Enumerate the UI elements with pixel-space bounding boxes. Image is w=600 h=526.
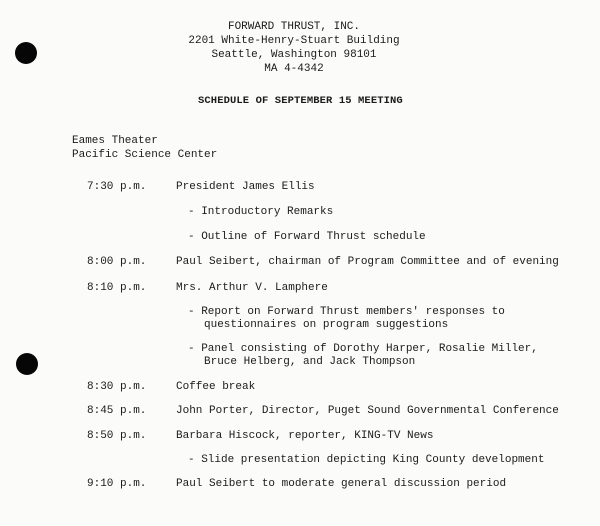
schedule-time: 8:30 p.m. [87, 381, 147, 393]
letterhead [180, 20, 408, 76]
venue-line-2: Pacific Science Center [72, 149, 218, 161]
address-line-2: Seattle, Washington 98101 [211, 49, 377, 61]
schedule-subitem: - Panel consisting of Dorothy Harper, Rosalie Miller, [188, 343, 538, 355]
schedule-time: 7:30 p.m. [87, 181, 147, 193]
org-name: FORWARD THRUST, INC. [227, 21, 361, 33]
schedule-item: John Porter, Director, Puget Sound Governmental Conference [176, 405, 559, 417]
schedule-time: 8:45 p.m. [87, 405, 147, 417]
schedule-item: Paul Seibert, chairman of Program Committee and of evening [176, 256, 559, 268]
schedule-item: Mrs. Arthur V. Lamphere [176, 282, 328, 294]
schedule-item: President James Ellis [176, 181, 315, 193]
schedule-time: 9:10 p.m. [87, 478, 147, 490]
schedule-item: Paul Seibert to moderate general discussion period [176, 478, 507, 490]
schedule-time: 8:50 p.m. [87, 430, 147, 442]
punch-hole-middle [16, 353, 38, 375]
punch-hole-top [15, 42, 37, 64]
schedule-subitem: - Report on Forward Thrust members' responses to [188, 306, 505, 318]
schedule-item: Coffee break [176, 381, 256, 393]
venue-line-1: Eames Theater [72, 135, 158, 147]
schedule-item: Barbara Hiscock, reporter, KING-TV News [176, 430, 434, 442]
schedule-time: 8:00 p.m. [87, 256, 147, 268]
schedule-subitem-continuation: questionnaires on program suggestions [204, 319, 449, 331]
schedule-subitem: - Outline of Forward Thrust schedule [188, 231, 426, 243]
document-title: SCHEDULE OF SEPTEMBER 15 MEETING [198, 95, 403, 107]
schedule-subitem-continuation: Bruce Helberg, and Jack Thompson [204, 356, 416, 368]
phone-number: MA 4-4342 [264, 63, 324, 75]
schedule-subitem: - Introductory Remarks [188, 206, 334, 218]
venue [72, 134, 217, 162]
address-line-1: 2201 White-Henry-Stuart Building [188, 35, 400, 47]
schedule-time: 8:10 p.m. [87, 282, 147, 294]
schedule-subitem: - Slide presentation depicting King County development [188, 454, 545, 466]
